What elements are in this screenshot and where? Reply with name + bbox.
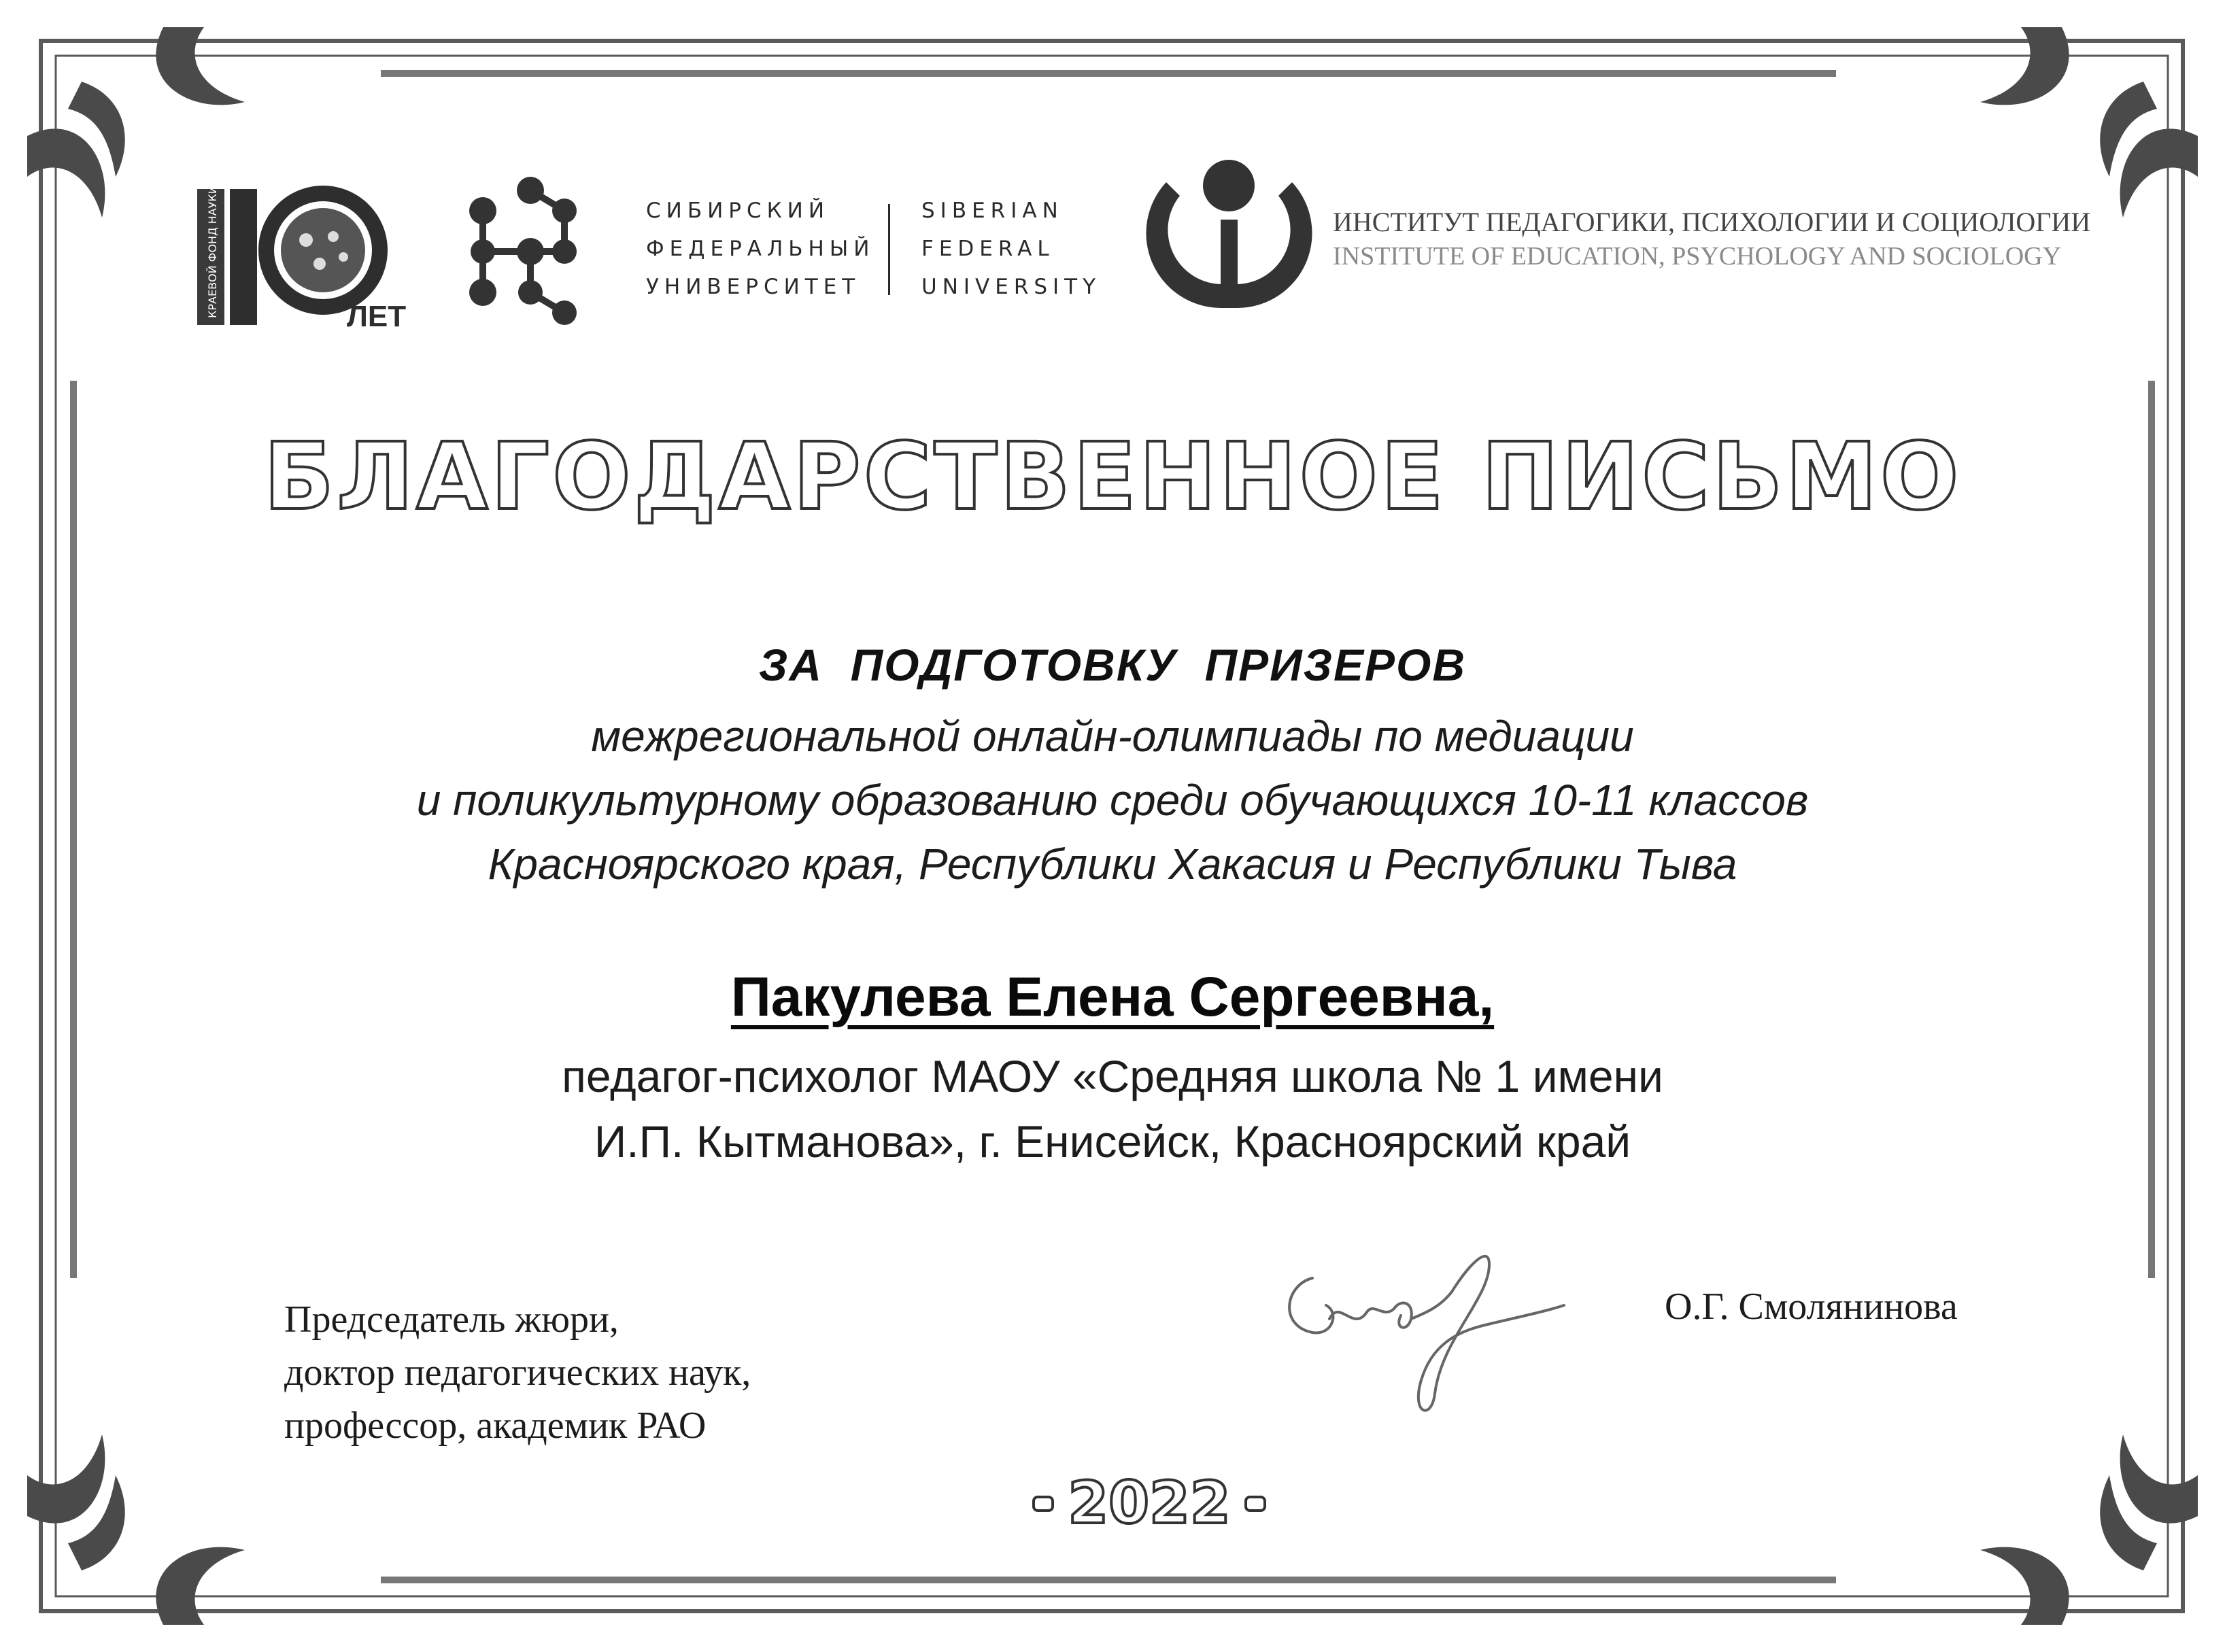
olympiad-description xyxy=(0,704,2225,896)
sfu-name-ru-line: СИБИРСКИЙ xyxy=(646,199,830,223)
document-title xyxy=(0,421,2225,530)
sfu-name-en xyxy=(921,192,1101,306)
description-line: и поликультурному образованию среди обучающихся 10-11 классов xyxy=(416,776,1809,825)
recipient-position xyxy=(0,1044,2225,1174)
recipient xyxy=(0,965,2225,1029)
logo-vertical-text: КРАЕВОЙ ФОНД НАУКИ xyxy=(206,186,219,318)
sfu-divider xyxy=(888,204,890,295)
sfu-name-en-line: FEDERAL xyxy=(921,237,1055,261)
signer-name: О.Г. Смолянинова xyxy=(1665,1286,1958,1328)
year-text: 2022 xyxy=(1068,1469,1231,1536)
signer-role-line: Председатель жюри, xyxy=(284,1298,619,1341)
logo-years-suffix: ЛЕТ xyxy=(347,300,407,332)
year-right-dash xyxy=(1246,1497,1265,1511)
institute-name-en: INSTITUTE OF EDUCATION, PSYCHOLOGY AND SOCIOLOGY xyxy=(1333,242,2062,271)
year-badge xyxy=(1020,1468,1278,1536)
signer-role-line: доктор педагогических наук, xyxy=(284,1352,751,1394)
signer-role-line: профессор, академик РАО xyxy=(284,1405,707,1447)
year-left-dash xyxy=(1034,1497,1053,1511)
sfu-molecule-icon xyxy=(462,170,598,333)
award-reason: ЗА ПОДГОТОВКУ ПРИЗЕРОВ xyxy=(758,640,1467,690)
sfu-name-ru-line: УНИВЕРСИТЕТ xyxy=(646,275,861,299)
description-line: Красноярского края, Республики Хакасия и Республики Тыва xyxy=(488,840,1737,889)
signer-role xyxy=(284,1293,751,1452)
document-title-text: БЛАГОДАРСТВЕННОЕ ПИСЬМО xyxy=(263,424,1962,530)
sfu-name-en-line: SIBERIAN xyxy=(921,199,1064,223)
sfu-name-ru xyxy=(646,192,874,306)
position-line: педагог-психолог МАОУ «Средняя школа № 1 имени xyxy=(562,1051,1663,1101)
institute-name-ru: ИНСТИТУТ ПЕДАГОГИКИ, ПСИХОЛОГИИ И СОЦИОЛОГИИ xyxy=(1333,207,2091,237)
recipient-name: Пакулева Елена Сергеевна, xyxy=(730,966,1495,1028)
anniversary-10-years-logo xyxy=(197,175,415,332)
handwritten-signature xyxy=(1265,1237,1578,1428)
sfu-name-ru-line: ФЕДЕРАЛЬНЫЙ xyxy=(646,237,875,261)
position-line: И.П. Кытманова», г. Енисейск, Красноярский край xyxy=(594,1116,1631,1167)
sfu-name-en-line: UNIVERSITY xyxy=(921,275,1102,299)
description-line: межрегиональной онлайн-олимпиады по медиации xyxy=(591,712,1634,761)
institute-emblem-icon xyxy=(1146,155,1312,311)
